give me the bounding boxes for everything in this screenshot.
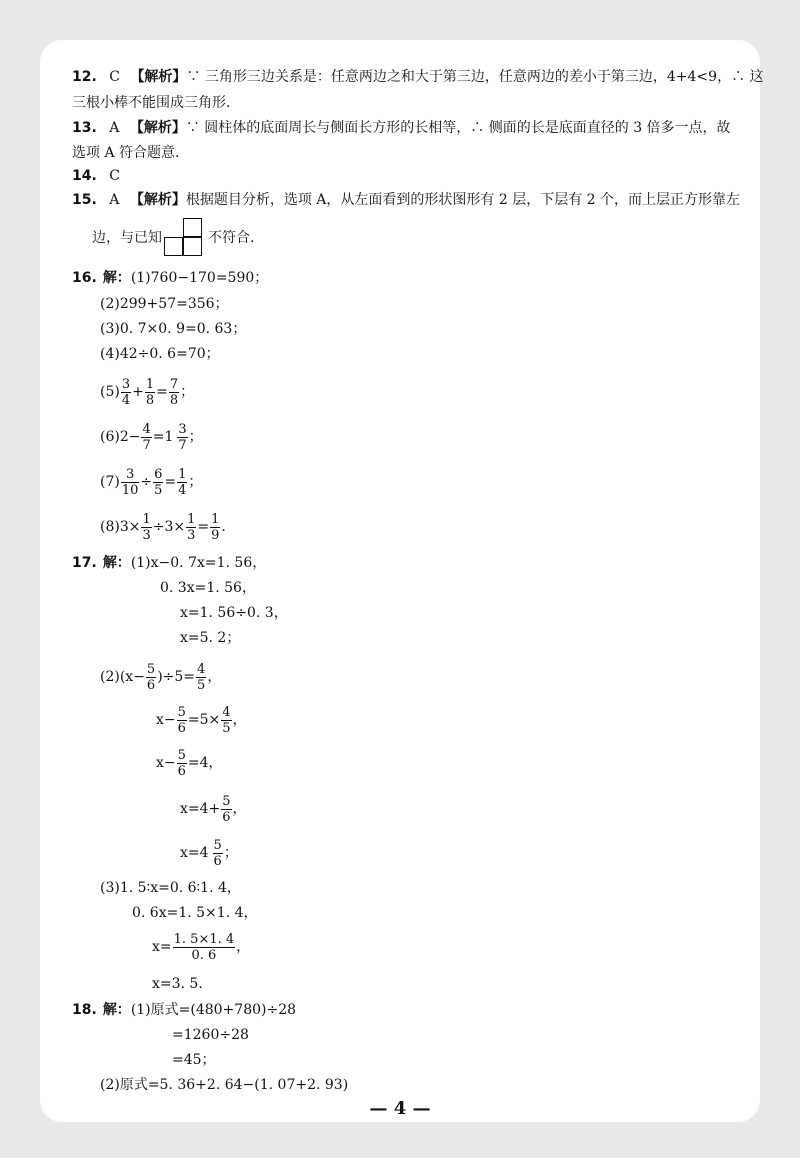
equals: =1	[152, 429, 174, 445]
fraction	[121, 467, 140, 498]
fraction	[177, 422, 187, 453]
fraction	[177, 705, 187, 736]
denominator: 4	[178, 482, 187, 498]
q12-answer: C	[109, 69, 120, 85]
punctuation: .	[221, 519, 226, 535]
expr: x=	[152, 939, 172, 955]
q16-line1	[72, 268, 268, 288]
q18-part2-step1: (2)原式=5. 36+2. 64−(1. 07+2. 93)	[100, 1077, 349, 1093]
denominator: 8	[169, 392, 179, 408]
numerator: 1	[211, 511, 220, 527]
q15-text2b: 不符合.	[208, 230, 255, 246]
denominator: 3	[142, 527, 151, 543]
numerator: 1	[187, 511, 196, 527]
numerator: 5	[222, 793, 231, 809]
q17-part1-step1: (1)x−0. 7x=1. 56，	[130, 555, 267, 571]
equals: =	[197, 519, 210, 535]
equals: =	[156, 384, 168, 400]
punctuation: ；	[180, 384, 195, 400]
punctuation: ，	[232, 801, 247, 817]
q17-part3-step2: 0. 6x=1. 5×1. 4，	[132, 905, 258, 921]
fraction	[153, 467, 163, 498]
denominator: 5	[222, 720, 231, 736]
q16-part5-label: (5)	[100, 384, 120, 400]
numerator: 1	[142, 511, 151, 527]
numerator: 1. 5×1. 4	[173, 931, 235, 947]
q18-solution-label: 解：	[102, 1002, 131, 1018]
operator: +	[132, 384, 144, 400]
punctuation: ；	[188, 429, 203, 445]
equals: =	[164, 474, 177, 490]
denominator: 6	[177, 720, 186, 736]
q13-answer: A	[109, 120, 120, 136]
numerator: 6	[154, 466, 163, 482]
q16-part8-label: (8)3×	[100, 519, 141, 535]
expr: )÷5=	[157, 669, 196, 685]
q18-part1-step1: (1)原式=(480+780)÷28	[130, 1002, 297, 1018]
q14-answer: C	[109, 168, 120, 184]
fraction	[186, 512, 196, 543]
q12-number: 12.	[72, 69, 97, 85]
numerator: 4	[222, 704, 231, 720]
punctuation: ，	[232, 712, 247, 728]
q12-line1	[72, 67, 764, 87]
q16-part1: (1)760−170=590；	[130, 270, 269, 286]
q17-part2-step5	[180, 836, 238, 870]
numerator: 5	[177, 747, 186, 763]
q18-line1	[72, 1000, 296, 1020]
numerator: 5	[146, 661, 156, 677]
numerator: 3	[121, 467, 140, 483]
expr: =4，	[187, 755, 223, 771]
punctuation: ；	[223, 845, 238, 861]
denominator: 6	[146, 677, 156, 693]
q17-solution-label: 解：	[102, 555, 131, 571]
denominator: 8	[145, 392, 155, 408]
q16-part7-label: (7)	[100, 474, 120, 490]
numerator: 4	[142, 421, 151, 437]
denominator: 6	[177, 763, 186, 779]
q17-part3-step4: x=3. 5.	[152, 976, 203, 992]
q12-text: ∵ 三角形三边关系是：任意两边之和大于第三边，任意两边的差小于第三边，4+4<9，∴ 这	[186, 69, 764, 85]
numerator: 3	[121, 376, 131, 392]
q17-line1	[72, 553, 266, 573]
numerator: 3	[178, 421, 187, 437]
operator: ÷	[140, 474, 153, 490]
q16-part8	[100, 510, 226, 544]
numerator: 4	[197, 661, 206, 677]
denominator: 5	[154, 482, 163, 498]
q17-part1-step3: x=1. 56÷0. 3，	[180, 605, 288, 621]
q12-line2: 三根小棒不能围成三角形.	[72, 95, 231, 111]
q14-line	[72, 166, 120, 186]
fraction	[145, 377, 155, 408]
operator: ÷3×	[152, 519, 186, 535]
fraction	[177, 748, 187, 779]
q17-part1-step4: x=5. 2；	[180, 630, 241, 646]
fraction	[177, 467, 187, 498]
q15-analysis-tag: 【解析】	[129, 192, 186, 208]
fraction	[141, 422, 151, 453]
numerator: 5	[177, 704, 186, 720]
q16-part3: (3)0. 7×0. 9=0. 63；	[100, 321, 247, 337]
expr: x−	[156, 712, 176, 728]
fraction	[196, 662, 206, 693]
numerator: 7	[169, 376, 179, 392]
expr: =5×	[187, 712, 221, 728]
q15-answer: A	[109, 192, 120, 208]
q18-part1-step3: =45；	[172, 1052, 216, 1068]
q13-line2: 选项 A 符合题意.	[72, 145, 180, 161]
q16-part6-label: (6)2−	[100, 429, 141, 445]
fraction	[169, 377, 179, 408]
expr: x−	[156, 755, 176, 771]
q13-number: 13.	[72, 120, 97, 136]
numerator: 5	[213, 837, 222, 853]
denominator: 7	[142, 437, 151, 453]
q18-part1-step2: =1260÷28	[172, 1027, 249, 1043]
q16-part7	[100, 465, 202, 499]
page-number: — 4 —	[369, 1098, 431, 1119]
q15-text2a: 边，与已知	[92, 230, 162, 246]
q13-text: ∵ 圆柱体的底面周长与侧面长方形的长相等，∴ 侧面的长是底面直径的 3 倍多一点，故	[185, 120, 731, 136]
q17-number: 17.	[72, 555, 97, 571]
q15-number: 15.	[72, 192, 97, 208]
numerator: 1	[145, 376, 155, 392]
punctuation: ，	[207, 669, 222, 685]
q13-analysis-tag: 【解析】	[129, 120, 186, 136]
numerator: 1	[178, 466, 187, 482]
fraction	[173, 932, 236, 963]
denominator: 5	[197, 677, 206, 693]
q16-part5	[100, 375, 194, 409]
q17-part2-step2	[156, 703, 247, 737]
fraction	[210, 512, 220, 543]
q16-part6	[100, 420, 203, 454]
q17-part2-step1	[100, 660, 221, 694]
denominator: 4	[121, 392, 131, 408]
q12-analysis-tag: 【解析】	[130, 69, 187, 85]
q14-number: 14.	[72, 168, 97, 184]
denominator: 0. 6	[191, 947, 217, 963]
fraction	[221, 705, 231, 736]
squares-figure	[164, 218, 206, 258]
fraction	[121, 377, 131, 408]
q15-text: 根据题目分析，选项 A，从左面看到的形状图形有 2 层，下层有 2 个，而上层正方形靠左	[185, 192, 741, 208]
q13-line1	[72, 118, 731, 138]
denominator: 3	[187, 527, 196, 543]
denominator: 6	[213, 853, 222, 869]
expr: (2)(x−	[100, 669, 145, 685]
denominator: 10	[121, 482, 139, 498]
q17-part3-step3	[152, 930, 250, 964]
expr: x=4	[180, 845, 209, 861]
q17-part1-step2: 0. 3x=1. 56，	[160, 580, 256, 596]
denominator: 7	[178, 437, 187, 453]
q17-part2-step3	[156, 746, 223, 780]
fraction	[221, 794, 231, 825]
fraction	[213, 838, 223, 869]
q17-part2-step4	[180, 792, 247, 826]
denominator: 9	[211, 527, 220, 543]
expr: x=4+	[180, 801, 221, 817]
denominator: 6	[222, 809, 231, 825]
punctuation: ；	[188, 474, 203, 490]
q16-part4: (4)42÷0. 6=70；	[100, 346, 220, 362]
fraction	[141, 512, 151, 543]
q15-line2	[92, 218, 254, 260]
fraction	[146, 662, 156, 693]
q16-number: 16.	[72, 270, 97, 286]
q18-number: 18.	[72, 1002, 97, 1018]
q16-solution-label: 解：	[102, 270, 131, 286]
q15-line1	[72, 190, 740, 210]
q16-part2: (2)299+57=356；	[100, 296, 229, 312]
punctuation: ，	[236, 939, 251, 955]
q17-part3-step1: (3)1. 5∶x=0. 6∶1. 4，	[100, 880, 241, 896]
